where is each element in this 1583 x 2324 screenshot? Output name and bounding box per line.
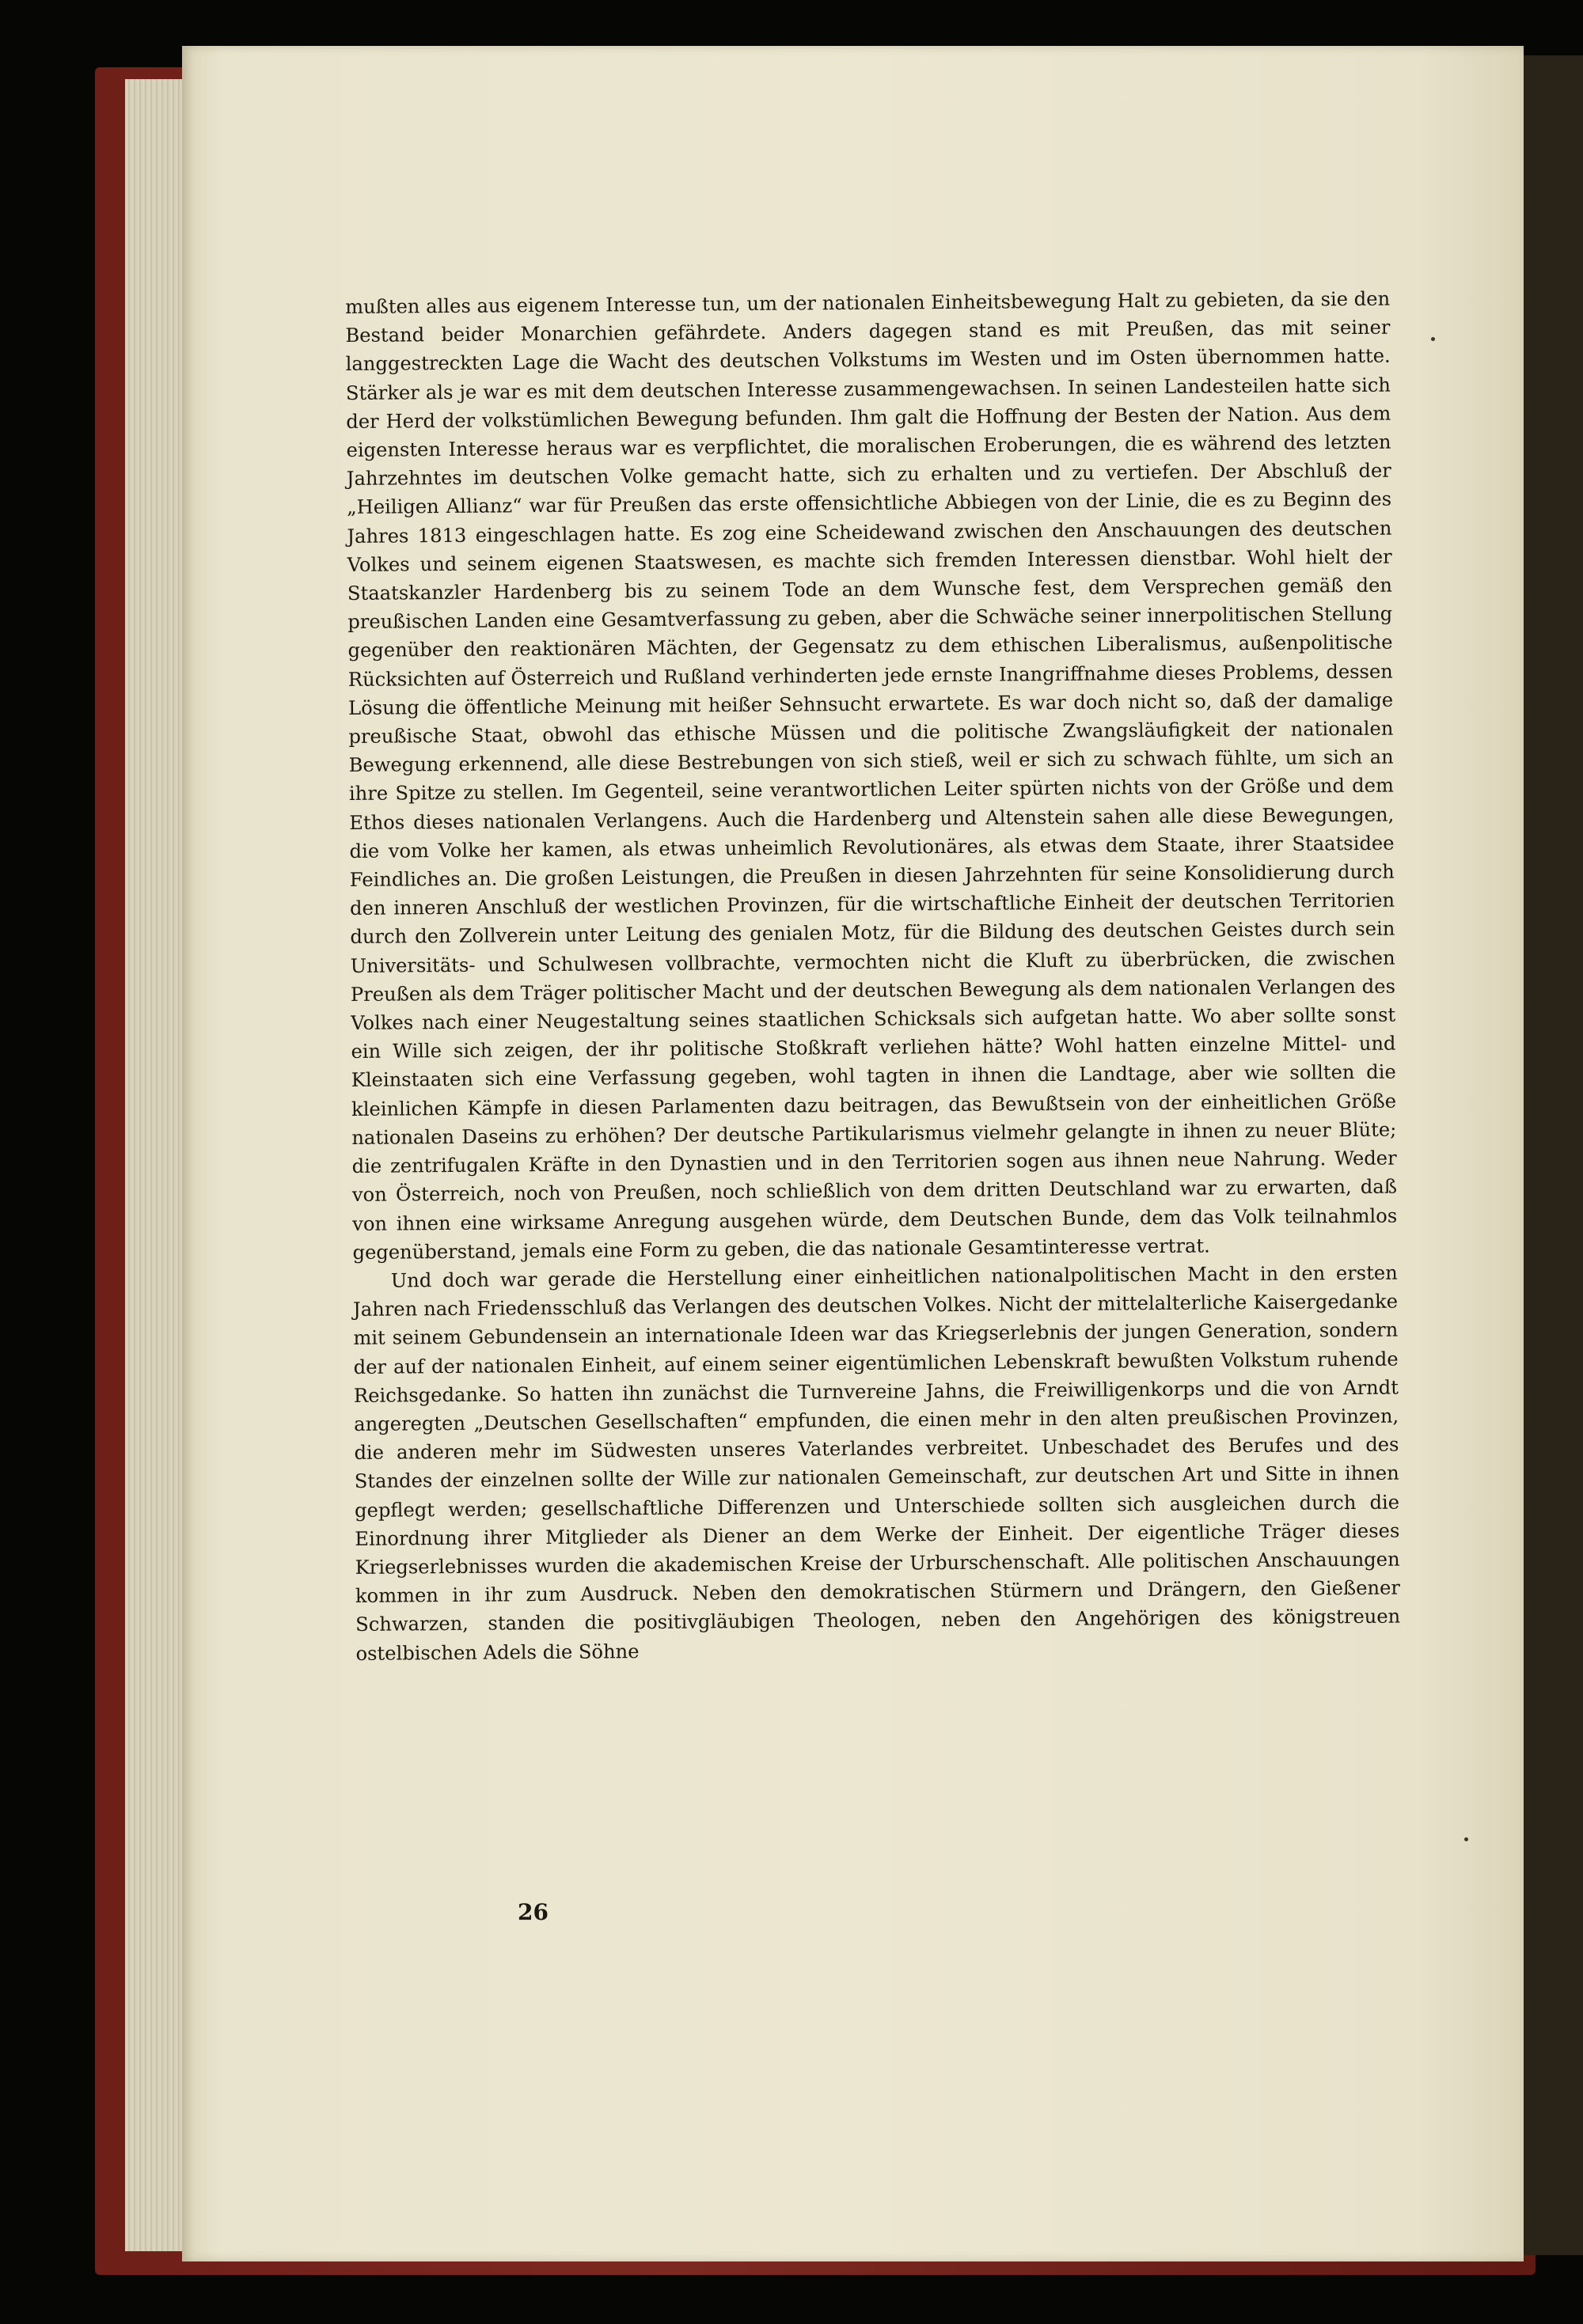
paragraph: mußten alles aus eigenem Interesse tun, um der nationalen Einheitsbewegung Halt zu gebieten, da sie den Bestand beider Monarchien gefährdete. Anders dagegen stand es mit Preußen, das mit seiner langgestreckten Lage die Wacht des deutschen Volkstums im Westen und im Osten übernommen hatte. Stärker als je war es mit dem deutschen Interesse zusammengewachsen. In seinen Landesteilen hatte sich der Herd der volkstümlichen Bewegung befunden. Ihm galt die Hoffnung der Besten der Nation. Aus dem eigensten Interesse heraus war es verpflichtet, die moralischen Eroberungen, die es während des letzten Jahrzehntes im deutschen Volke gemacht hatte, sich zu erhalten und zu vertiefen. Der Abschluß der „Heiligen Allianz“ war für Preußen das erste offensichtliche Abbiegen von der Linie, die es zu Beginn des Jahres 1813 eingeschlagen hatte. Es zog eine Scheidewand zwischen den Anschauungen des deutschen Volkes und seinem eigenen Staatswesen, es machte sich fremden Interessen dienstbar. Wohl hielt der Staatskanzler Hardenberg bis zu seinem Tode an dem Wunsche fest, dem Versprechen gemäß den preußischen Landen eine Gesamtverfassung zu geben, aber die Schwäche seiner innerpolitischen Stellung gegenüber den reaktionären Mächten, der Gegensatz zu dem ethischen Liberalismus, außenpolitische Rücksichten auf Österreich und Rußland verhinderten jede ernste Inangriffnahme dieses Problems, dessen Lösung die öffentliche Meinung mit heißer Sehnsucht erwartete. Es war doch nicht so, daß der damalige preußische Staat, obwohl das ethische Müssen und die politische Zwangsläufigkeit der nationalen Bewegung erkennend, alle diese Bestrebungen von sich stieß, weil er sich zu schwach fühlte, um sich an ihre Spitze zu stellen. Im Gegenteil, seine verantwortlichen Leiter spürten nichts von der Größe und dem Ethos dieses nationalen Verlangens. Auch die Hardenberg und Altenstein sahen alle diese Bewegungen, die vom Volke her kamen, als etwas unheimlich Revolutionäres, als etwas dem Staate, ihrer Staatsidee Feindliches an. Die großen Leistungen, die Preußen in diesen Jahrzehnten für seine Konsolidierung durch den inneren Anschluß der westlichen Provinzen, für die wirtschaftliche Einheit der deutschen Territorien durch den Zollverein unter Leitung des genialen Motz, für die Bildung des deutschen Geistes durch sein Universitäts- und Schulwesen vollbrachte, vermochten nicht die Kluft zu überbrücken, die zwischen Preußen als dem Träger politischer Macht und der deutschen Bewegung als dem nationalen Verlangen des Volkes nach einer Neugestaltung seines staatlichen Schicksals sich aufgetan hatte. Wo aber sollte sonst ein Wille sich zeigen, der ihr politische Stoßkraft verliehen hätte? Wohl hatten einzelne Mittel- und Kleinstaaten sich eine Verfassung gegeben, wohl tagten in ihnen die Landtage, aber wie sollten die kleinlichen Kämpfe in diesen Parlamenten dazu beitragen, das Bewußtsein von der einheitlichen Größe nationalen Daseins zu erhöhen? Der deutsche Partikularismus vielmehr gelangte in ihnen zu neuer Blüte; die zentrifugalen Kräfte in den Dynastien und in den Territorien sogen aus ihnen neue Nahrung. Weder von Österreich, noch von Preußen, noch schließlich von dem dritten Deutschland war zu erwarten, daß von ihnen eine wirksame Anregung ausgehen würde, dem Deutschen Bunde, dem das Volk teilnahmlos gegenüberstand, jemals eine Form zu geben, die das nationale Gesamtinteresse vertrat.: [345, 287, 1398, 1264]
dust-speck: [1431, 337, 1435, 341]
body-text: [345, 285, 1401, 1668]
paragraph: Und doch war gerade die Herstellung einer einheitlichen nationalpolitischen Macht in den ersten Jahren nach Friedensschluß das Verlangen des deutschen Volkes. Nicht der mittelalterliche Kaisergedanke mit seinem Gebundensein an internationale Ideen war das Kriegserlebnis der jungen Generation, sondern der auf der nationalen Einheit, auf einem seiner eigentümlichen Lebenskraft bewußten Volkstum ruhende Reichsgedanke. So hatten ihn zunächst die Turnvereine Jahns, die Freiwilligenkorps und die von Arndt angeregten „Deutschen Gesellschaften“ empfunden, die einen mehr in den alten preußischen Provinzen, die anderen mehr im Südwesten unseres Vaterlandes verbreitet. Unbeschadet des Berufes und des Standes der einzelnen sollte der Wille zur nationalen Gemeinschaft, zur deutschen Art und Sitte in ihnen gepflegt werden; gesellschaftliche Differenzen und Unterschiede sollten sich ausgleichen durch die Einordnung ihrer Mitglieder als Diener an dem Werke der Einheit. Der eigentliche Träger dieses Kriegserlebnisses wurden die akademischen Kreise der Urburschenschaft. Alle politischen Anschauungen kommen in ihr zum Ausdruck. Neben den demokratischen Stürmern und Drängern, den Gießener Schwarzen, standen die positivgläubigen Theologen, neben den Angehörigen des königstreuen ostelbischen Adels die Söhne: [352, 1261, 1401, 1665]
page-stack-edge: [125, 79, 186, 2251]
page-number: 26: [518, 1899, 549, 1925]
dust-speck: [1464, 1837, 1468, 1841]
